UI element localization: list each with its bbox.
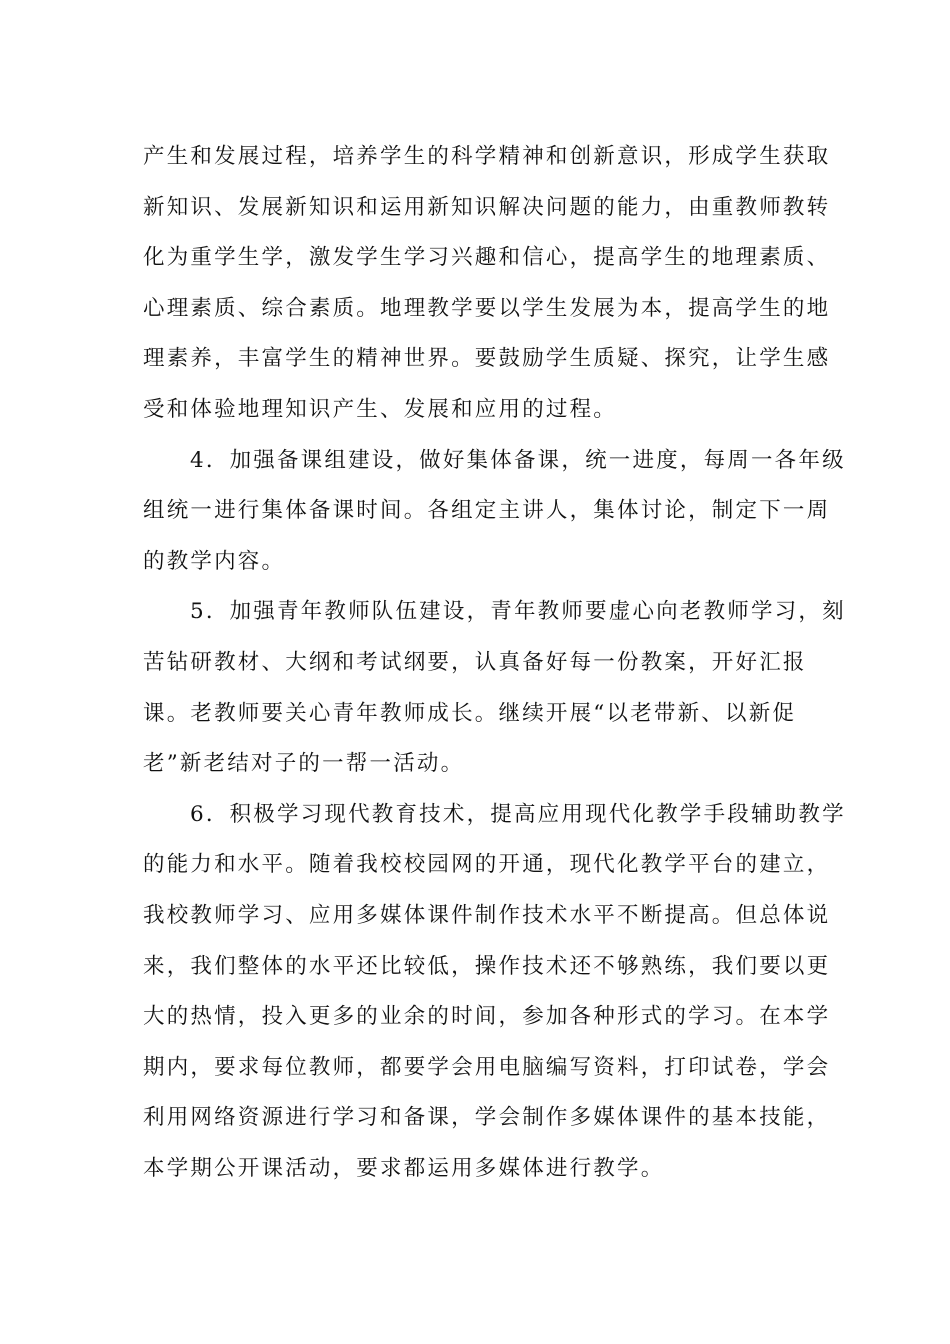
text-line: 来，我们整体的水平还比较低，操作技术还不够熟练，我们要以更 (143, 953, 831, 979)
text-line: 受和体验地理知识产生、发展和应用的过程。 (143, 396, 618, 422)
paragraph-first-line: 4．加强备课组建设，做好集体备课，统一进度，每周一各年级 (190, 447, 846, 473)
text-line: 苦钻研教材、大纲和考试纲要，认真备好每一份教案，开好汇报 (143, 649, 807, 675)
text-line: 组统一进行集体备课时间。各组定主讲人，集体讨论，制定下一周 (143, 498, 831, 524)
text-line: 理素养，丰富学生的精神世界。要鼓励学生质疑、探究，让学生感 (143, 346, 831, 372)
text-line: 的教学内容。 (143, 548, 286, 574)
text-line: 心理素质、综合素质。地理教学要以学生发展为本，提高学生的地 (143, 295, 831, 321)
text-line: 本学期公开课活动，要求都运用多媒体进行教学。 (143, 1155, 665, 1181)
text-line: 我校教师学习、应用多媒体课件制作技术水平不断提高。但总体说 (143, 902, 831, 928)
paragraph-first-line: 6．积极学习现代教育技术，提高应用现代化教学手段辅助教学 (190, 801, 846, 827)
text-line: 的能力和水平。随着我校校园网的开通，现代化教学平台的建立， (143, 852, 831, 878)
text-line: 新知识、发展新知识和运用新知识解决问题的能力，由重教师教转 (143, 194, 831, 220)
text-line: 老”新老结对子的一帮一活动。 (143, 751, 465, 777)
text-line: 利用网络资源进行学习和备课，学会制作多媒体课件的基本技能， (143, 1105, 831, 1131)
text-line: 产生和发展过程，培养学生的科学精神和创新意识，形成学生获取 (143, 144, 831, 169)
text-line: 期内，要求每位教师，都要学会用电脑编写资料，打印试卷，学会 (143, 1054, 831, 1080)
text-line: 化为重学生学，激发学生学习兴趣和信心，提高学生的地理素质、 (143, 245, 831, 271)
document-body (143, 132, 846, 1194)
text-line: 课。老教师要关心青年教师成长。继续开展“以老带新、以新促 (143, 700, 797, 726)
text-line: 大的热情，投入更多的业余的时间，参加各种形式的学习。在本学 (143, 1004, 831, 1030)
paragraph-first-line: 5．加强青年教师队伍建设，青年教师要虚心向老教师学习，刻 (190, 599, 846, 625)
